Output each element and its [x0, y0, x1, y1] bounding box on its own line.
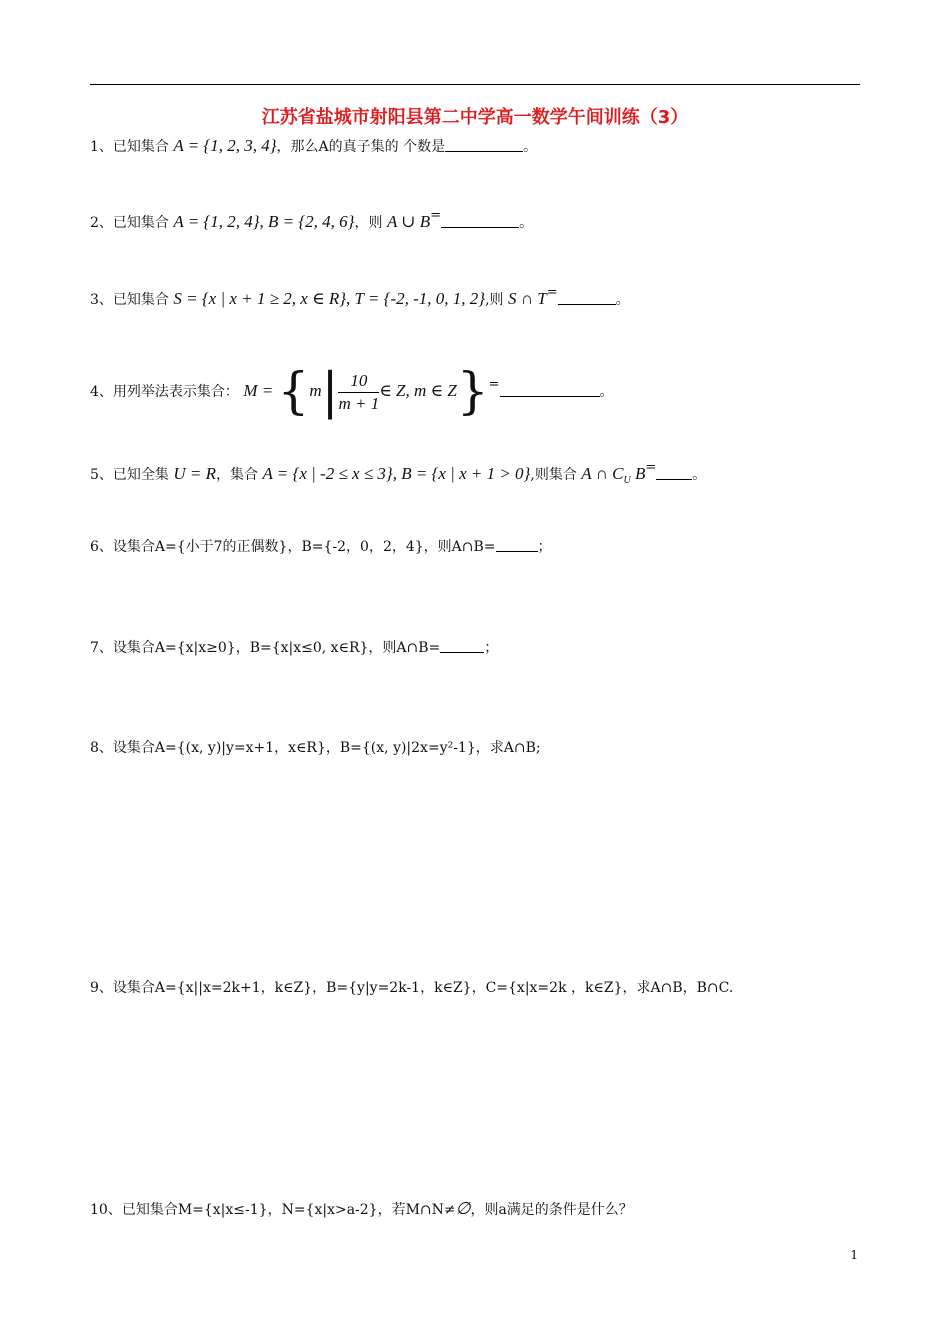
question-2: 2、已知集合 A = {1, 2, 4}, B = {2, 4, 6}，则 A ∪ B= 。	[90, 208, 534, 231]
q2-formula: A = {1, 2, 4}, B = {2, 4, 6}	[173, 212, 355, 231]
question-6: 6、设集合A={小于7的正偶数}，B={-2，0，2，4}，则A∩B= ；	[90, 539, 552, 555]
page-title: 江苏省盐城市射阳县第二中学高一数学午间训练（3）	[261, 107, 689, 128]
question-1: 1、已知集合 A = {1, 2, 3, 4}，那么A的真子集的 个数是 。	[90, 136, 538, 155]
header-rule	[90, 84, 860, 85]
question-5: 5、已知全集 U = R，集合 A = {x | -2 ≤ x ≤ 3}, B = {x | x + 1 > 0},则集合 A ∩ $C_U$ B= 。	[90, 460, 707, 486]
question-3: 3、已知集合 S = {x | x + 1 ≥ 2, x ∈ R}, T = {-2, -1, 0, 1, 2},则 S ∩ T= 。	[90, 285, 630, 308]
question-7: 7、设集合A={x|x≥0}，B={x|x≤0, x∈R}，则A∩B= ；	[90, 640, 499, 656]
answer-blank[interactable]	[656, 467, 692, 480]
answer-blank[interactable]	[558, 292, 616, 305]
question-4: 4、用列举法表示集合： M = {m| $\frac{10}{m + 1}$ ∈ Z, m ∈ Z}= 。	[90, 362, 614, 420]
answer-blank[interactable]	[500, 384, 600, 397]
right-brace: }	[456, 362, 489, 420]
empty-set-symbol: ∅	[455, 1199, 471, 1218]
page-number: 1	[850, 1248, 858, 1262]
divider-bar: |	[321, 362, 339, 420]
q1-formula: A = {1, 2, 3, 4}	[173, 136, 277, 155]
q5-formula: A = {x | -2 ≤ x ≤ 3}, B = {x | x + 1 > 0}	[262, 464, 531, 483]
answer-blank[interactable]	[441, 215, 519, 228]
question-8: 8、设集合A={(x, y)|y=x+1，x∈R}，B={(x, y)|2x=y²-1}，求A∩B;	[90, 740, 541, 756]
answer-blank[interactable]	[445, 139, 523, 152]
answer-blank[interactable]	[440, 640, 484, 653]
left-brace: {	[277, 362, 310, 420]
answer-blank[interactable]	[496, 539, 538, 552]
fraction: $\frac{10}{m + 1}$	[338, 370, 380, 413]
q3-formula: S = {x | x + 1 ≥ 2, x ∈ R}, T = {-2, -1, 0, 1, 2}	[173, 289, 486, 308]
question-10: 10、已知集合M={x|x≤-1}，N={x|x>a-2}，若M∩N≠∅，则a满足的条件是什么？	[90, 1199, 633, 1218]
question-9: 9、设集合A={x||x=2k+1，k∈Z}，B={y|y=2k-1，k∈Z}，C={x|x=2k ，k∈Z}，求A∩B，B∩C.	[90, 980, 734, 996]
